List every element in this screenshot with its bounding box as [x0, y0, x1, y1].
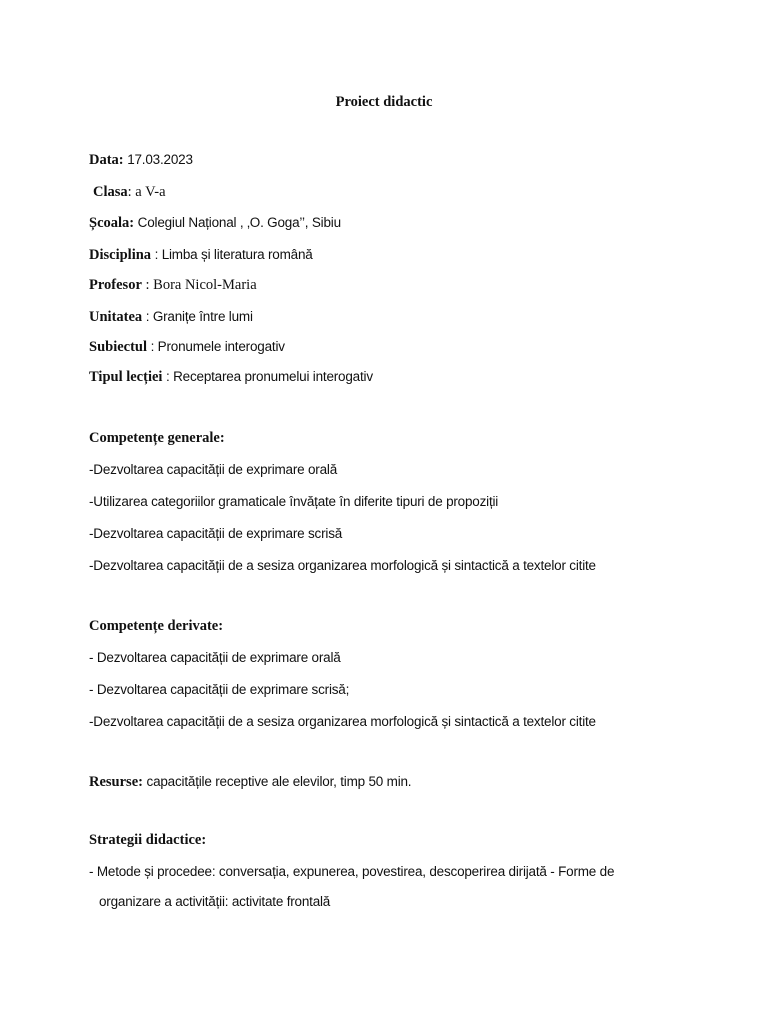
section-resurse [89, 774, 411, 791]
field-scoala [89, 215, 341, 232]
field-label: Profesor [89, 277, 142, 293]
resurse-label: Resurse: [89, 774, 143, 790]
field-tipul-lectiei [89, 369, 373, 386]
field-label: Școala: [89, 215, 135, 231]
list-item: -Dezvoltarea capacității de exprimare scrisă [89, 526, 343, 541]
section-heading-competente-derivate: Competențe derivate: [89, 618, 224, 634]
field-data [89, 152, 193, 169]
field-value: 17.03.2023 [123, 152, 193, 167]
list-item: - Dezvoltarea capacității de exprimare orală [89, 650, 341, 665]
field-value: : Pronumele interogativ [147, 339, 285, 354]
field-clasa [93, 184, 166, 201]
field-label: Disciplina [89, 247, 152, 263]
list-item: -Dezvoltarea capacității de a sesiza organizarea morfologică și sintactică a textelor citite [89, 558, 596, 573]
list-item: - Dezvoltarea capacității de exprimare scrisă; [89, 682, 350, 697]
field-label: Clasa [93, 184, 128, 200]
field-value: : Bora Nicol-Maria [141, 277, 257, 293]
field-unitatea [89, 309, 253, 326]
field-label: Data: [89, 152, 124, 168]
field-value: : a V-a [127, 184, 166, 200]
field-disciplina [89, 247, 313, 264]
field-label: Subiectul [89, 339, 148, 355]
list-item: -Dezvoltarea capacității de a sesiza organizarea morfologică și sintactică a textelor citite [89, 714, 596, 729]
section-heading-competente-generale: Competențe generale: [89, 430, 225, 446]
document-title: Proiect didactic [335, 94, 433, 110]
field-subiectul [89, 339, 285, 356]
field-value: Colegiul Național , ‚O. Goga’’, Sibiu [134, 215, 341, 230]
list-item: -Dezvoltarea capacității de exprimare orală [89, 462, 338, 477]
section-heading-strategii-didactice: Strategii didactice: [89, 832, 207, 848]
strategii-line-2: organizare a activității: activitate frontală [99, 894, 331, 909]
field-value: : Granițe între lumi [142, 309, 253, 324]
field-profesor [89, 277, 257, 294]
field-label: Unitatea [89, 309, 143, 325]
field-label: Tipul lecției [89, 369, 163, 385]
strategii-line-1: - Metode și procedee: conversația, expunerea, povestirea, descoperirea dirijată - Forme de [89, 864, 615, 879]
resurse-value: capacitățile receptive ale elevilor, timp 50 min. [142, 774, 412, 789]
field-value: : Limba și literatura română [151, 247, 313, 262]
field-value: : Receptarea pronumelui interogativ [162, 369, 373, 384]
list-item: -Utilizarea categoriilor gramaticale învățate în diferite tipuri de propoziții [89, 494, 499, 509]
